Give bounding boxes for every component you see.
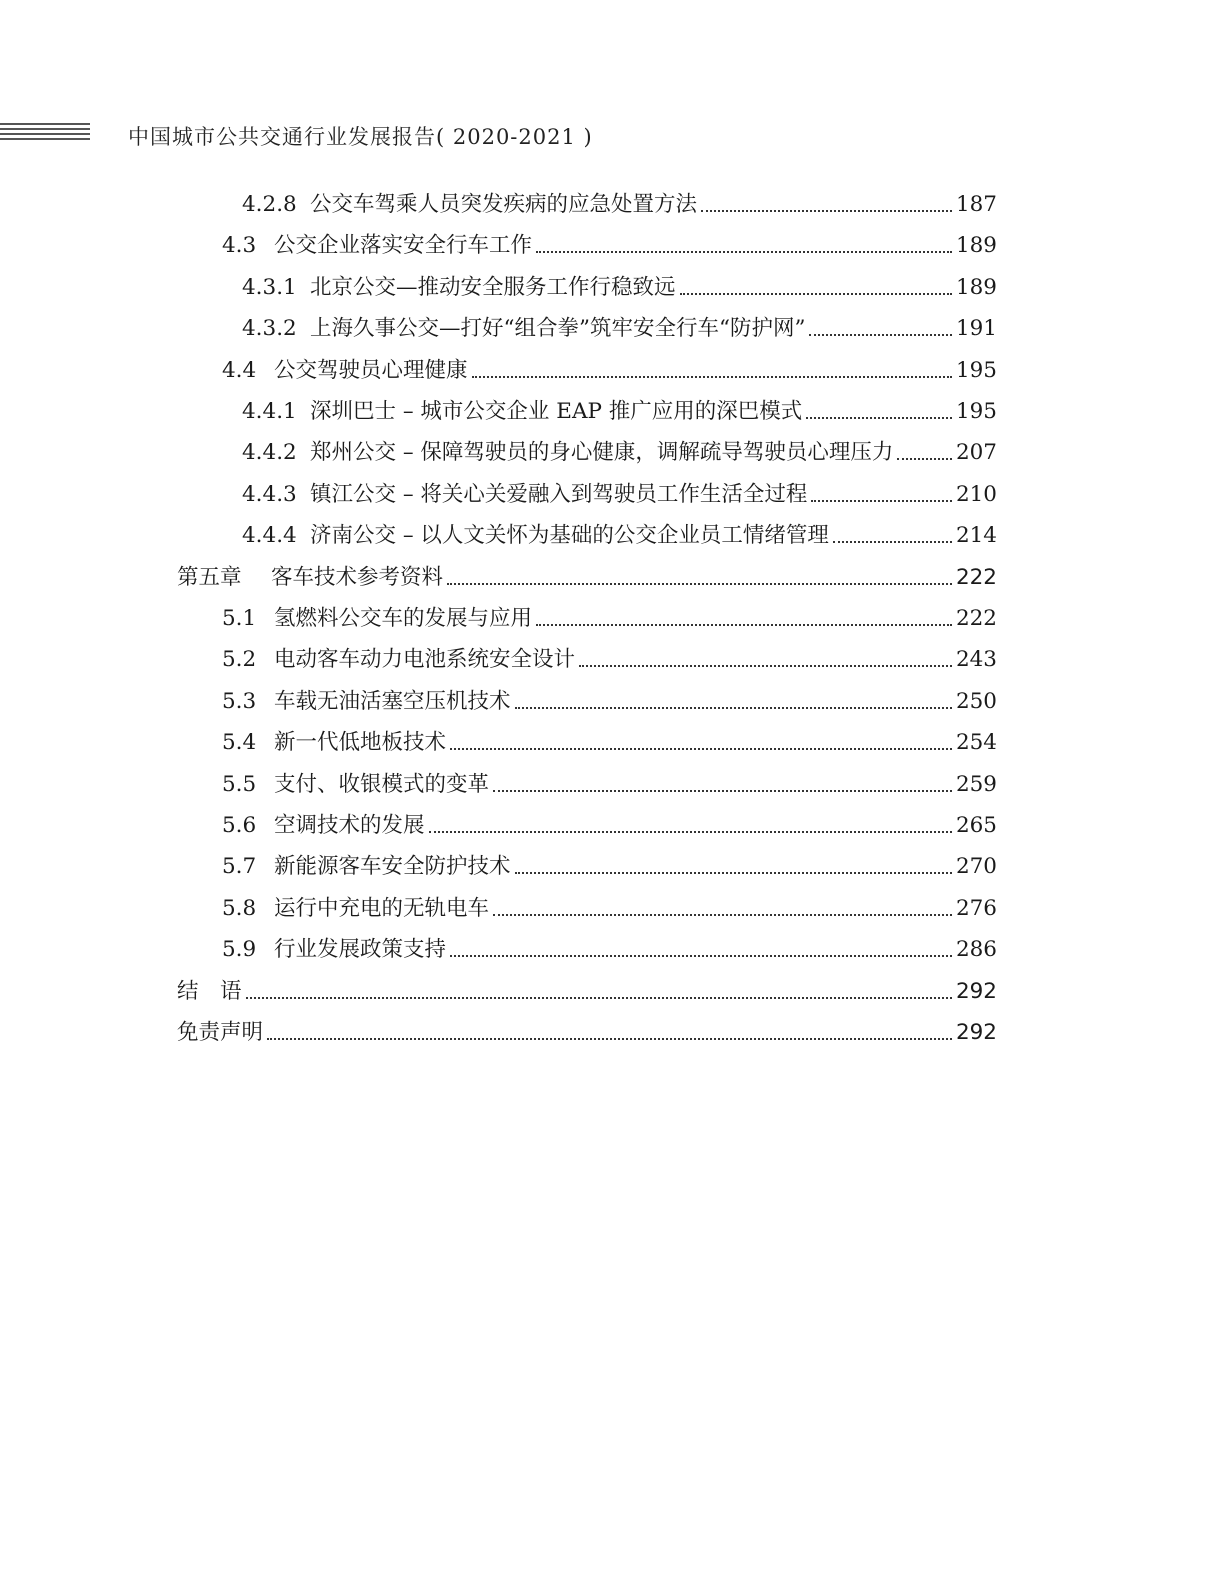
toc-entry-number: 第五章	[177, 565, 242, 590]
toc-leader-dots	[579, 665, 952, 667]
toc-entry[interactable]	[242, 185, 997, 225]
toc-entry[interactable]	[177, 558, 997, 598]
toc-leader-dots	[450, 748, 952, 750]
toc-leader-dots	[447, 583, 952, 585]
toc-page-number: 243	[955, 647, 997, 672]
toc-page-number: 214	[955, 523, 997, 548]
toc-page-number: 265	[955, 813, 997, 838]
toc-leader-dots	[267, 1038, 952, 1040]
toc-leader-dots	[897, 458, 952, 460]
toc-leader-dots	[680, 293, 952, 295]
toc-entry[interactable]	[222, 930, 997, 970]
toc-entry[interactable]	[222, 806, 997, 846]
toc-entry-number: 5.7	[222, 854, 257, 879]
toc-entry[interactable]	[222, 682, 997, 722]
toc-page-number: 250	[955, 689, 997, 714]
toc-entry[interactable]	[222, 351, 997, 391]
toc-page-number: 222	[955, 565, 997, 590]
toc-entry-number: 5.5	[222, 772, 257, 797]
toc-leader-dots	[806, 417, 952, 419]
header-decorative-rule	[0, 123, 90, 145]
toc-leader-dots	[701, 210, 952, 212]
toc-entry-number: 5.8	[222, 896, 257, 921]
toc-page-number: 210	[955, 482, 997, 507]
toc-page-number: 286	[955, 937, 997, 962]
toc-entry-number: 4.4.3	[242, 482, 297, 507]
toc-entry[interactable]	[242, 516, 997, 556]
toc-entry-title: 氢燃料公交车的发展与应用	[274, 606, 533, 631]
toc-entry[interactable]	[177, 1013, 997, 1053]
toc-entry-number: 结 语	[177, 979, 242, 1004]
toc-entry-number: 4.4.2	[242, 440, 297, 465]
toc-leader-dots	[811, 500, 952, 502]
toc-leader-dots	[472, 376, 952, 378]
toc-entry-number: 免责声明	[177, 1020, 264, 1045]
toc-entry[interactable]	[222, 765, 997, 805]
toc-entry-number: 5.1	[222, 606, 257, 631]
toc-leader-dots	[515, 872, 952, 874]
toc-page-number: 189	[955, 233, 997, 258]
toc-entry-title: 电动客车动力电池系统安全设计	[274, 647, 576, 672]
toc-entry[interactable]	[222, 599, 997, 639]
toc-entry-title: 镇江公交 – 将关心关爱融入到驾驶员工作生活全过程	[310, 482, 808, 507]
toc-page-number: 191	[955, 316, 997, 341]
toc-entry[interactable]	[242, 433, 997, 473]
toc-entry-number: 4.3.2	[242, 316, 297, 341]
toc-entry-title: 新一代低地板技术	[274, 730, 447, 755]
toc-entry-title: 运行中充电的无轨电车	[274, 896, 490, 921]
toc-entry[interactable]	[222, 723, 997, 763]
toc-entry-title: 新能源客车安全防护技术	[274, 854, 511, 879]
toc-leader-dots	[493, 914, 952, 916]
toc-entry[interactable]	[222, 226, 997, 266]
toc-page-number: 254	[955, 730, 997, 755]
toc-entry-title: 北京公交—推动安全服务工作行稳致远	[310, 275, 676, 300]
toc-entry-number: 4.3.1	[242, 275, 297, 300]
toc-entry[interactable]	[177, 972, 997, 1012]
toc-page-number: 195	[955, 358, 997, 383]
toc-entry-title: 公交驾驶员心理健康	[274, 358, 468, 383]
toc-leader-dots	[450, 955, 952, 957]
toc-entry-number: 4.3	[222, 233, 257, 258]
toc-page-number: 207	[955, 440, 997, 465]
toc-page-number: 276	[955, 896, 997, 921]
toc-entry-number: 5.4	[222, 730, 257, 755]
toc-leader-dots	[429, 831, 952, 833]
toc-leader-dots	[809, 334, 951, 336]
toc-entry-number: 5.6	[222, 813, 257, 838]
toc-entry-number: 5.9	[222, 937, 257, 962]
toc-entry[interactable]	[222, 847, 997, 887]
toc-entry-title: 客车技术参考资料	[271, 565, 444, 590]
toc-page-number: 195	[955, 399, 997, 424]
toc-entry[interactable]	[242, 392, 997, 432]
toc-entry-title: 郑州公交 – 保障驾驶员的身心健康，调解疏导驾驶员心理压力	[310, 440, 894, 465]
toc-page-number: 292	[955, 979, 997, 1004]
toc-entry-title: 深圳巴士 – 城市公交企业 EAP 推广应用的深巴模式	[310, 399, 803, 424]
toc-page-number: 222	[955, 606, 997, 631]
toc-page-number: 292	[955, 1020, 997, 1045]
toc-entry[interactable]	[242, 475, 997, 515]
toc-leader-dots	[833, 541, 952, 543]
toc-page-number: 189	[955, 275, 997, 300]
toc-entry-title: 济南公交 – 以人文关怀为基础的公交企业员工情绪管理	[310, 523, 829, 548]
toc-entry-title: 行业发展政策支持	[274, 937, 447, 962]
toc-entry[interactable]	[242, 309, 997, 349]
toc-page-number: 259	[955, 772, 997, 797]
toc-entry[interactable]	[222, 889, 997, 929]
toc-entry-number: 4.4.4	[242, 523, 297, 548]
toc-entry-title: 公交企业落实安全行车工作	[274, 233, 533, 258]
toc-entry-number: 4.4	[222, 358, 257, 383]
running-header-title: 中国城市公共交通行业发展报告( 2020-2021 )	[128, 125, 593, 149]
toc-entry-title: 公交车驾乘人员突发疾病的应急处置方法	[310, 192, 698, 217]
toc-leader-dots	[515, 707, 952, 709]
toc-leader-dots	[536, 624, 952, 626]
toc-entry-number: 4.4.1	[242, 399, 297, 424]
toc-entry[interactable]	[242, 268, 997, 308]
toc-entry-title: 车载无油活塞空压机技术	[274, 689, 511, 714]
toc-entry-title: 上海久事公交—打好“组合拳”筑牢安全行车“防护网”	[310, 316, 806, 341]
toc-entry-title: 空调技术的发展	[274, 813, 425, 838]
toc-entry[interactable]	[222, 640, 997, 680]
toc-entry-number: 5.3	[222, 689, 257, 714]
toc-entry-number: 4.2.8	[242, 192, 297, 217]
toc-leader-dots	[536, 251, 952, 253]
toc-page-number: 270	[955, 854, 997, 879]
toc-leader-dots	[246, 997, 952, 999]
toc-entry-title: 支付、收银模式的变革	[274, 772, 490, 797]
toc-entry-number: 5.2	[222, 647, 257, 672]
toc-page-number: 187	[955, 192, 997, 217]
toc-leader-dots	[493, 790, 952, 792]
